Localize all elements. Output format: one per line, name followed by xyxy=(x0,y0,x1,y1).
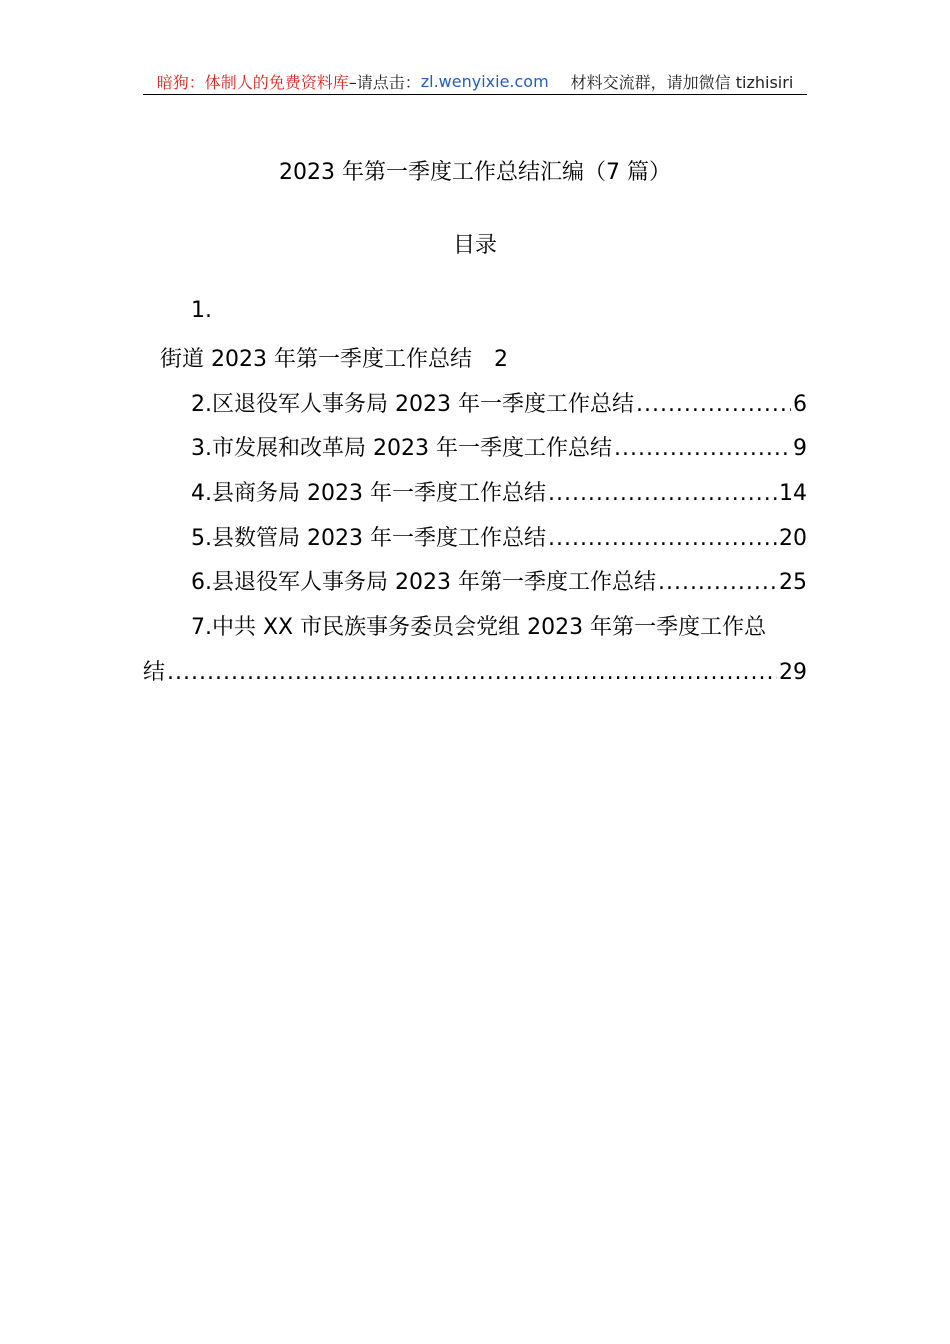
header-link[interactable]: zl.wenyixie.com xyxy=(420,71,549,91)
document-title: 2023 年第一季度工作总结汇编（7 篇） xyxy=(279,160,671,185)
toc-leader-dots xyxy=(614,436,791,461)
toc-item-7[interactable] xyxy=(143,610,807,642)
toc-leader-dots xyxy=(548,526,777,551)
toc-item-7-text-cont: 结 xyxy=(143,660,166,685)
header-brand: 暗狗：体制人的免费资料库 xyxy=(156,72,349,92)
toc-item-7-text: 7.中共 XX 市民族事务委员会党组 2023 年第一季度工作总 xyxy=(191,615,767,640)
toc-leader-dots xyxy=(548,481,777,506)
toc-item-2[interactable] xyxy=(143,387,807,419)
toc-item-3-text: 3.市发展和改革局 2023 年一季度工作总结 xyxy=(191,436,612,461)
toc-item-1-number: 1. xyxy=(191,298,212,323)
header-prompt: –请点击： xyxy=(348,72,421,92)
toc-item-6[interactable] xyxy=(143,565,807,597)
toc-leader-dots xyxy=(167,660,777,685)
toc-item-3[interactable] xyxy=(143,431,807,463)
toc-item-4[interactable] xyxy=(143,476,807,508)
toc-item-4-page: 14 xyxy=(779,481,807,506)
toc-item-6-text: 6.县退役军人事务局 2023 年第一季度工作总结 xyxy=(191,570,656,595)
toc-item-1-number-line xyxy=(143,298,807,330)
toc-leader-dots xyxy=(658,570,777,595)
header-contact: 材料交流群，请加微信 tizhisiri xyxy=(570,72,794,92)
page-header xyxy=(143,68,807,95)
toc-item-5-page: 20 xyxy=(779,526,807,551)
toc-item-1-text: 街道 2023 年第一季度工作总结 xyxy=(160,347,472,372)
toc-item-1[interactable] xyxy=(143,342,807,374)
toc-item-2-page: 6 xyxy=(793,392,807,417)
toc-item-5-text: 5.县数管局 2023 年一季度工作总结 xyxy=(191,526,546,551)
toc-item-7-continuation[interactable] xyxy=(143,655,807,687)
toc-item-3-page: 9 xyxy=(793,436,807,461)
toc-item-6-page: 25 xyxy=(779,570,807,595)
toc-item-1-page: 2 xyxy=(493,347,508,372)
toc-item-4-text: 4.县商务局 2023 年一季度工作总结 xyxy=(191,481,546,506)
toc-item-2-text: 2.区退役军人事务局 2023 年一季度工作总结 xyxy=(191,392,634,417)
toc-item-5[interactable] xyxy=(143,521,807,553)
toc-heading: 目录 xyxy=(452,233,497,258)
toc-item-7-page: 29 xyxy=(779,660,807,685)
toc-leader-dots xyxy=(636,392,791,417)
